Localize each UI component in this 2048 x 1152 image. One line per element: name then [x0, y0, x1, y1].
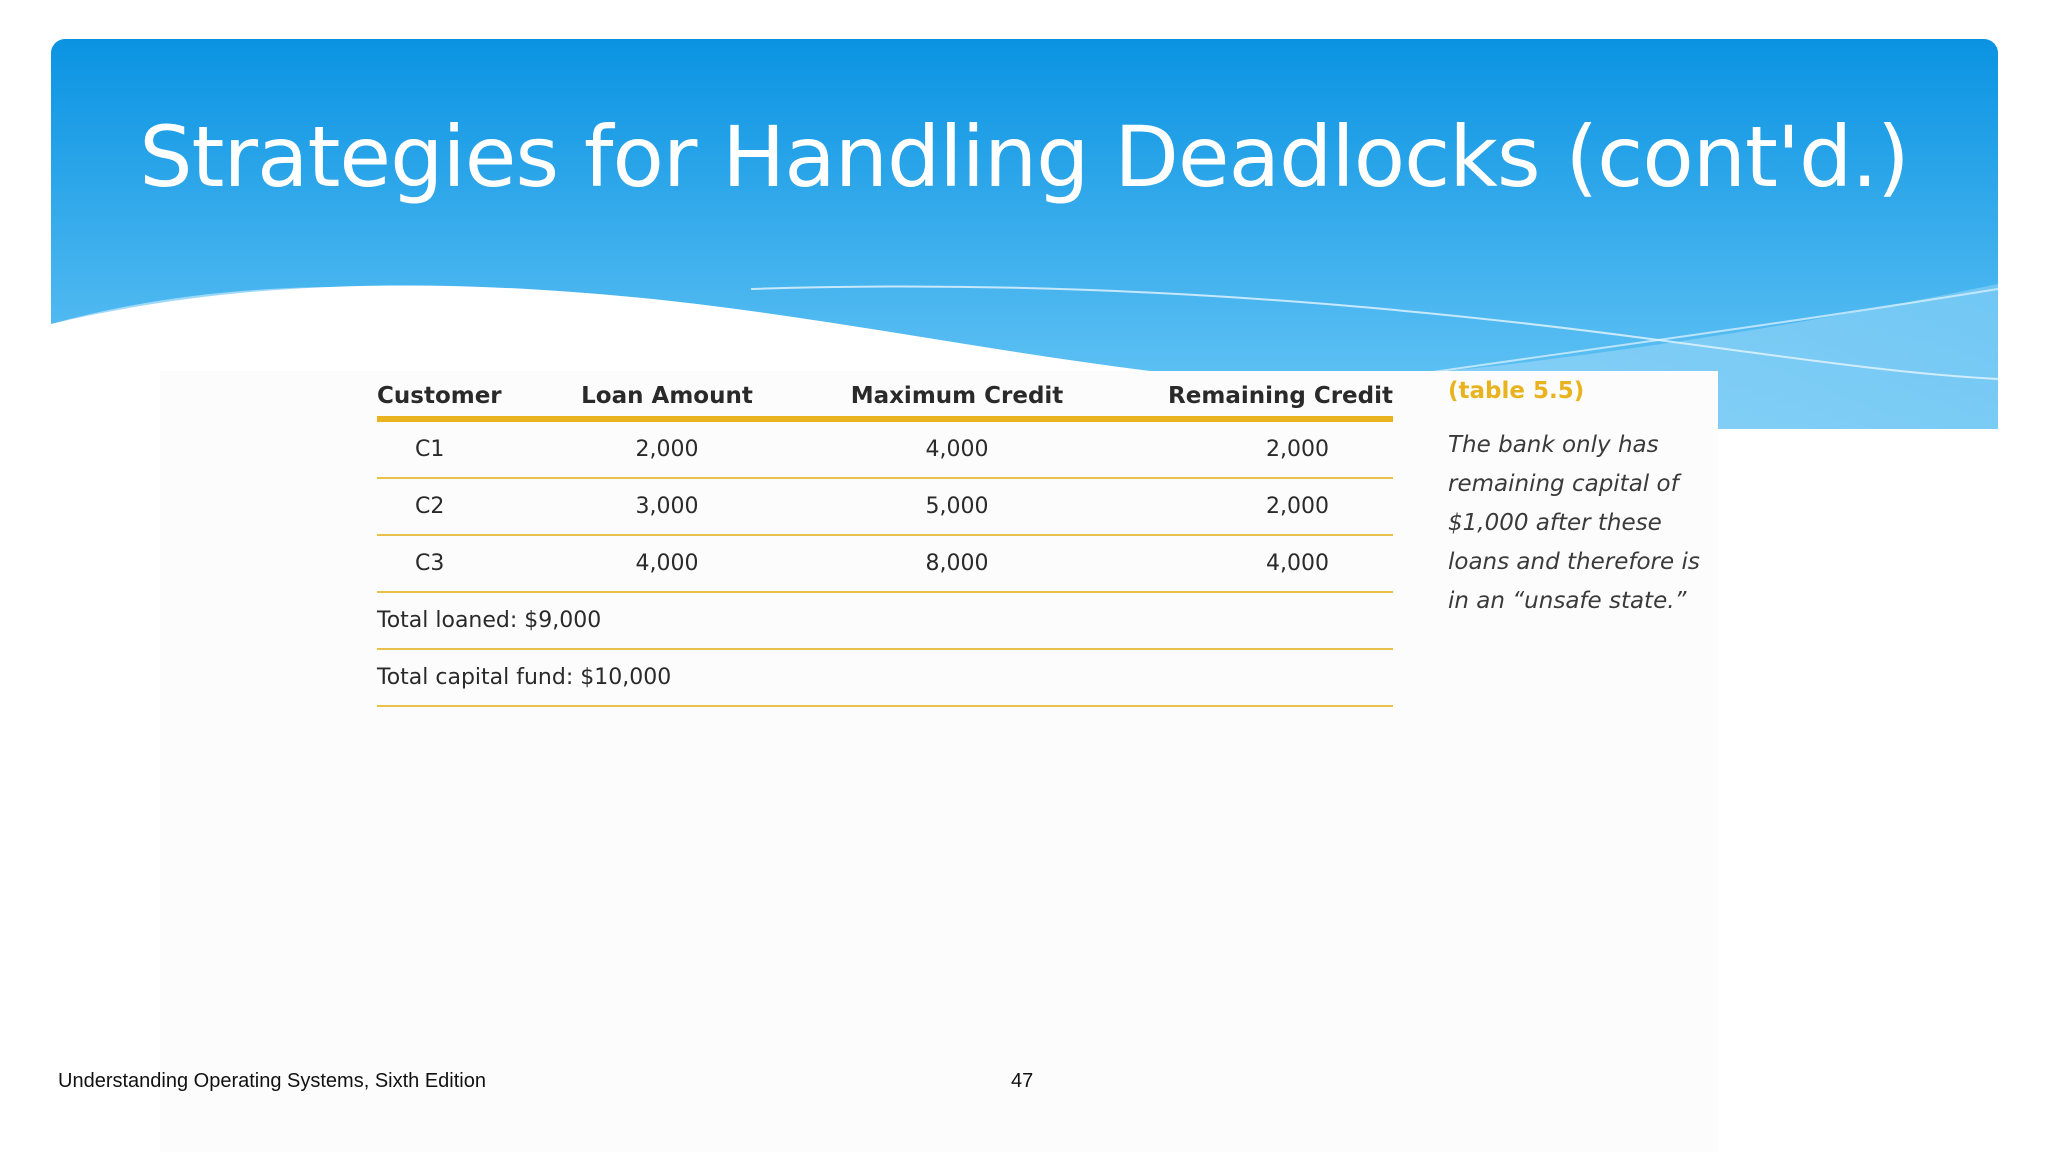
total-loaned: Total loaned: $9,000: [377, 592, 1393, 649]
cell-loan-amount: 4,000: [547, 535, 787, 592]
cell-customer: C2: [377, 478, 547, 535]
cell-customer: C1: [377, 419, 547, 478]
table-row: [377, 535, 1393, 592]
footer-book-title: Understanding Operating Systems, Sixth Edition: [58, 1070, 486, 1092]
cell-maximum-credit: 4,000: [787, 419, 1127, 478]
cell-maximum-credit: 8,000: [787, 535, 1127, 592]
header-customer: Customer: [377, 378, 547, 419]
cell-loan-amount: 2,000: [547, 419, 787, 478]
cell-remaining-credit: 4,000: [1127, 535, 1393, 592]
cell-remaining-credit: 2,000: [1127, 478, 1393, 535]
cell-customer: C3: [377, 535, 547, 592]
total-capital-row: [377, 649, 1393, 706]
header-remaining-credit: Remaining Credit: [1127, 378, 1393, 419]
total-loaned-row: [377, 592, 1393, 649]
cell-maximum-credit: 5,000: [787, 478, 1127, 535]
cell-remaining-credit: 2,000: [1127, 419, 1393, 478]
table-number-label: (table 5.5): [1448, 378, 1585, 404]
caption-text: The bank only has remaining capital of $1,000 after these loans and therefore is in an “unsafe state.”: [1448, 432, 1700, 614]
table-caption: [1448, 378, 1718, 621]
table-header-row: [377, 378, 1393, 419]
header-loan-amount: Loan Amount: [547, 378, 787, 419]
page-number: 47: [1011, 1070, 1034, 1092]
total-capital-fund: Total capital fund: $10,000: [377, 649, 1393, 706]
table-row: [377, 478, 1393, 535]
table-row: [377, 419, 1393, 478]
slide-title: Strategies for Handling Deadlocks (cont'd.): [139, 108, 1909, 206]
bank-loan-table: [377, 378, 1393, 707]
cell-loan-amount: 3,000: [547, 478, 787, 535]
header-maximum-credit: Maximum Credit: [787, 378, 1127, 419]
